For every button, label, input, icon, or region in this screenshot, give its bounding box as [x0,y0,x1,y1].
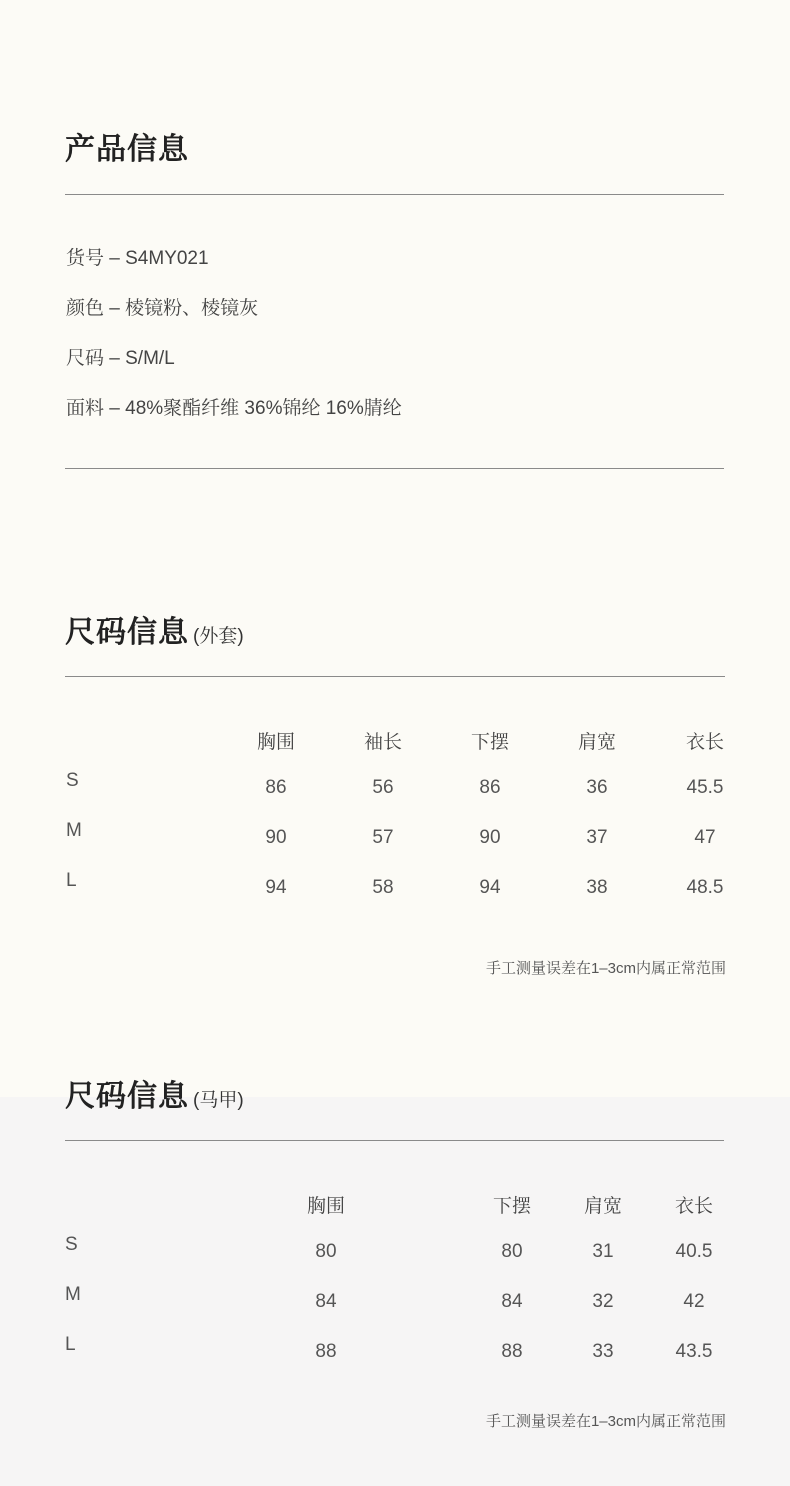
product-colors: 颜色 – 棱镜粉、棱镜灰 [66,298,259,319]
table-header-shoulder: 肩宽 [583,1196,623,1217]
row-size-label: S [65,1234,78,1255]
divider [65,194,724,195]
vest-size-title: 尺码信息 (马甲) [65,1080,244,1113]
table-cell: 32 [592,1291,614,1312]
divider [65,676,725,677]
table-header-length: 衣长 [674,1196,714,1217]
product-code: 货号 – S4MY021 [66,248,209,269]
product-sizes: 尺码 – S/M/L [66,348,175,369]
table-cell: 43.5 [675,1341,713,1362]
table-header-shoulder: 肩宽 [577,732,617,753]
table-header-hem: 下摆 [470,732,510,753]
table-cell: 48.5 [686,877,724,898]
table-cell: 86 [265,777,287,798]
table-header-chest: 胸围 [256,732,296,753]
jacket-size-title: 尺码信息 (外套) [65,616,244,649]
table-cell: 80 [315,1241,337,1262]
table-cell: 47 [694,827,716,848]
table-cell: 90 [265,827,287,848]
vest-size-subtitle: (马甲) [193,1090,244,1111]
table-header-sleeve: 袖长 [363,732,403,753]
table-cell: 37 [586,827,608,848]
divider [65,1140,724,1141]
table-cell: 45.5 [686,777,724,798]
table-cell: 94 [265,877,287,898]
table-cell: 80 [501,1241,523,1262]
row-size-label: S [66,770,79,791]
row-size-label: L [66,870,77,891]
table-cell: 57 [372,827,394,848]
measurement-note: 手工测量误差在1–3cm内属正常范围 [485,1413,726,1430]
table-cell: 94 [479,877,501,898]
table-cell: 56 [372,777,394,798]
table-cell: 42 [683,1291,705,1312]
table-header-length: 衣长 [685,732,725,753]
measurement-note: 手工测量误差在1–3cm内属正常范围 [485,960,726,977]
table-cell: 40.5 [675,1241,713,1262]
table-cell: 86 [479,777,501,798]
table-cell: 88 [501,1341,523,1362]
table-header-chest: 胸围 [306,1196,346,1217]
table-cell: 33 [592,1341,614,1362]
table-header-hem: 下摆 [492,1196,532,1217]
row-size-label: M [65,1284,81,1305]
table-cell: 38 [586,877,608,898]
table-cell: 31 [592,1241,614,1262]
table-cell: 88 [315,1341,337,1362]
table-cell: 58 [372,877,394,898]
row-size-label: L [65,1334,76,1355]
table-cell: 84 [315,1291,337,1312]
divider [65,468,724,469]
row-size-label: M [66,820,82,841]
table-cell: 90 [479,827,501,848]
table-cell: 84 [501,1291,523,1312]
table-cell: 36 [586,777,608,798]
product-fabric: 面料 – 48%聚酯纤维 36%锦纶 16%腈纶 [66,398,402,419]
product-info-title: 产品信息 [65,133,189,166]
jacket-size-subtitle: (外套) [193,626,244,647]
